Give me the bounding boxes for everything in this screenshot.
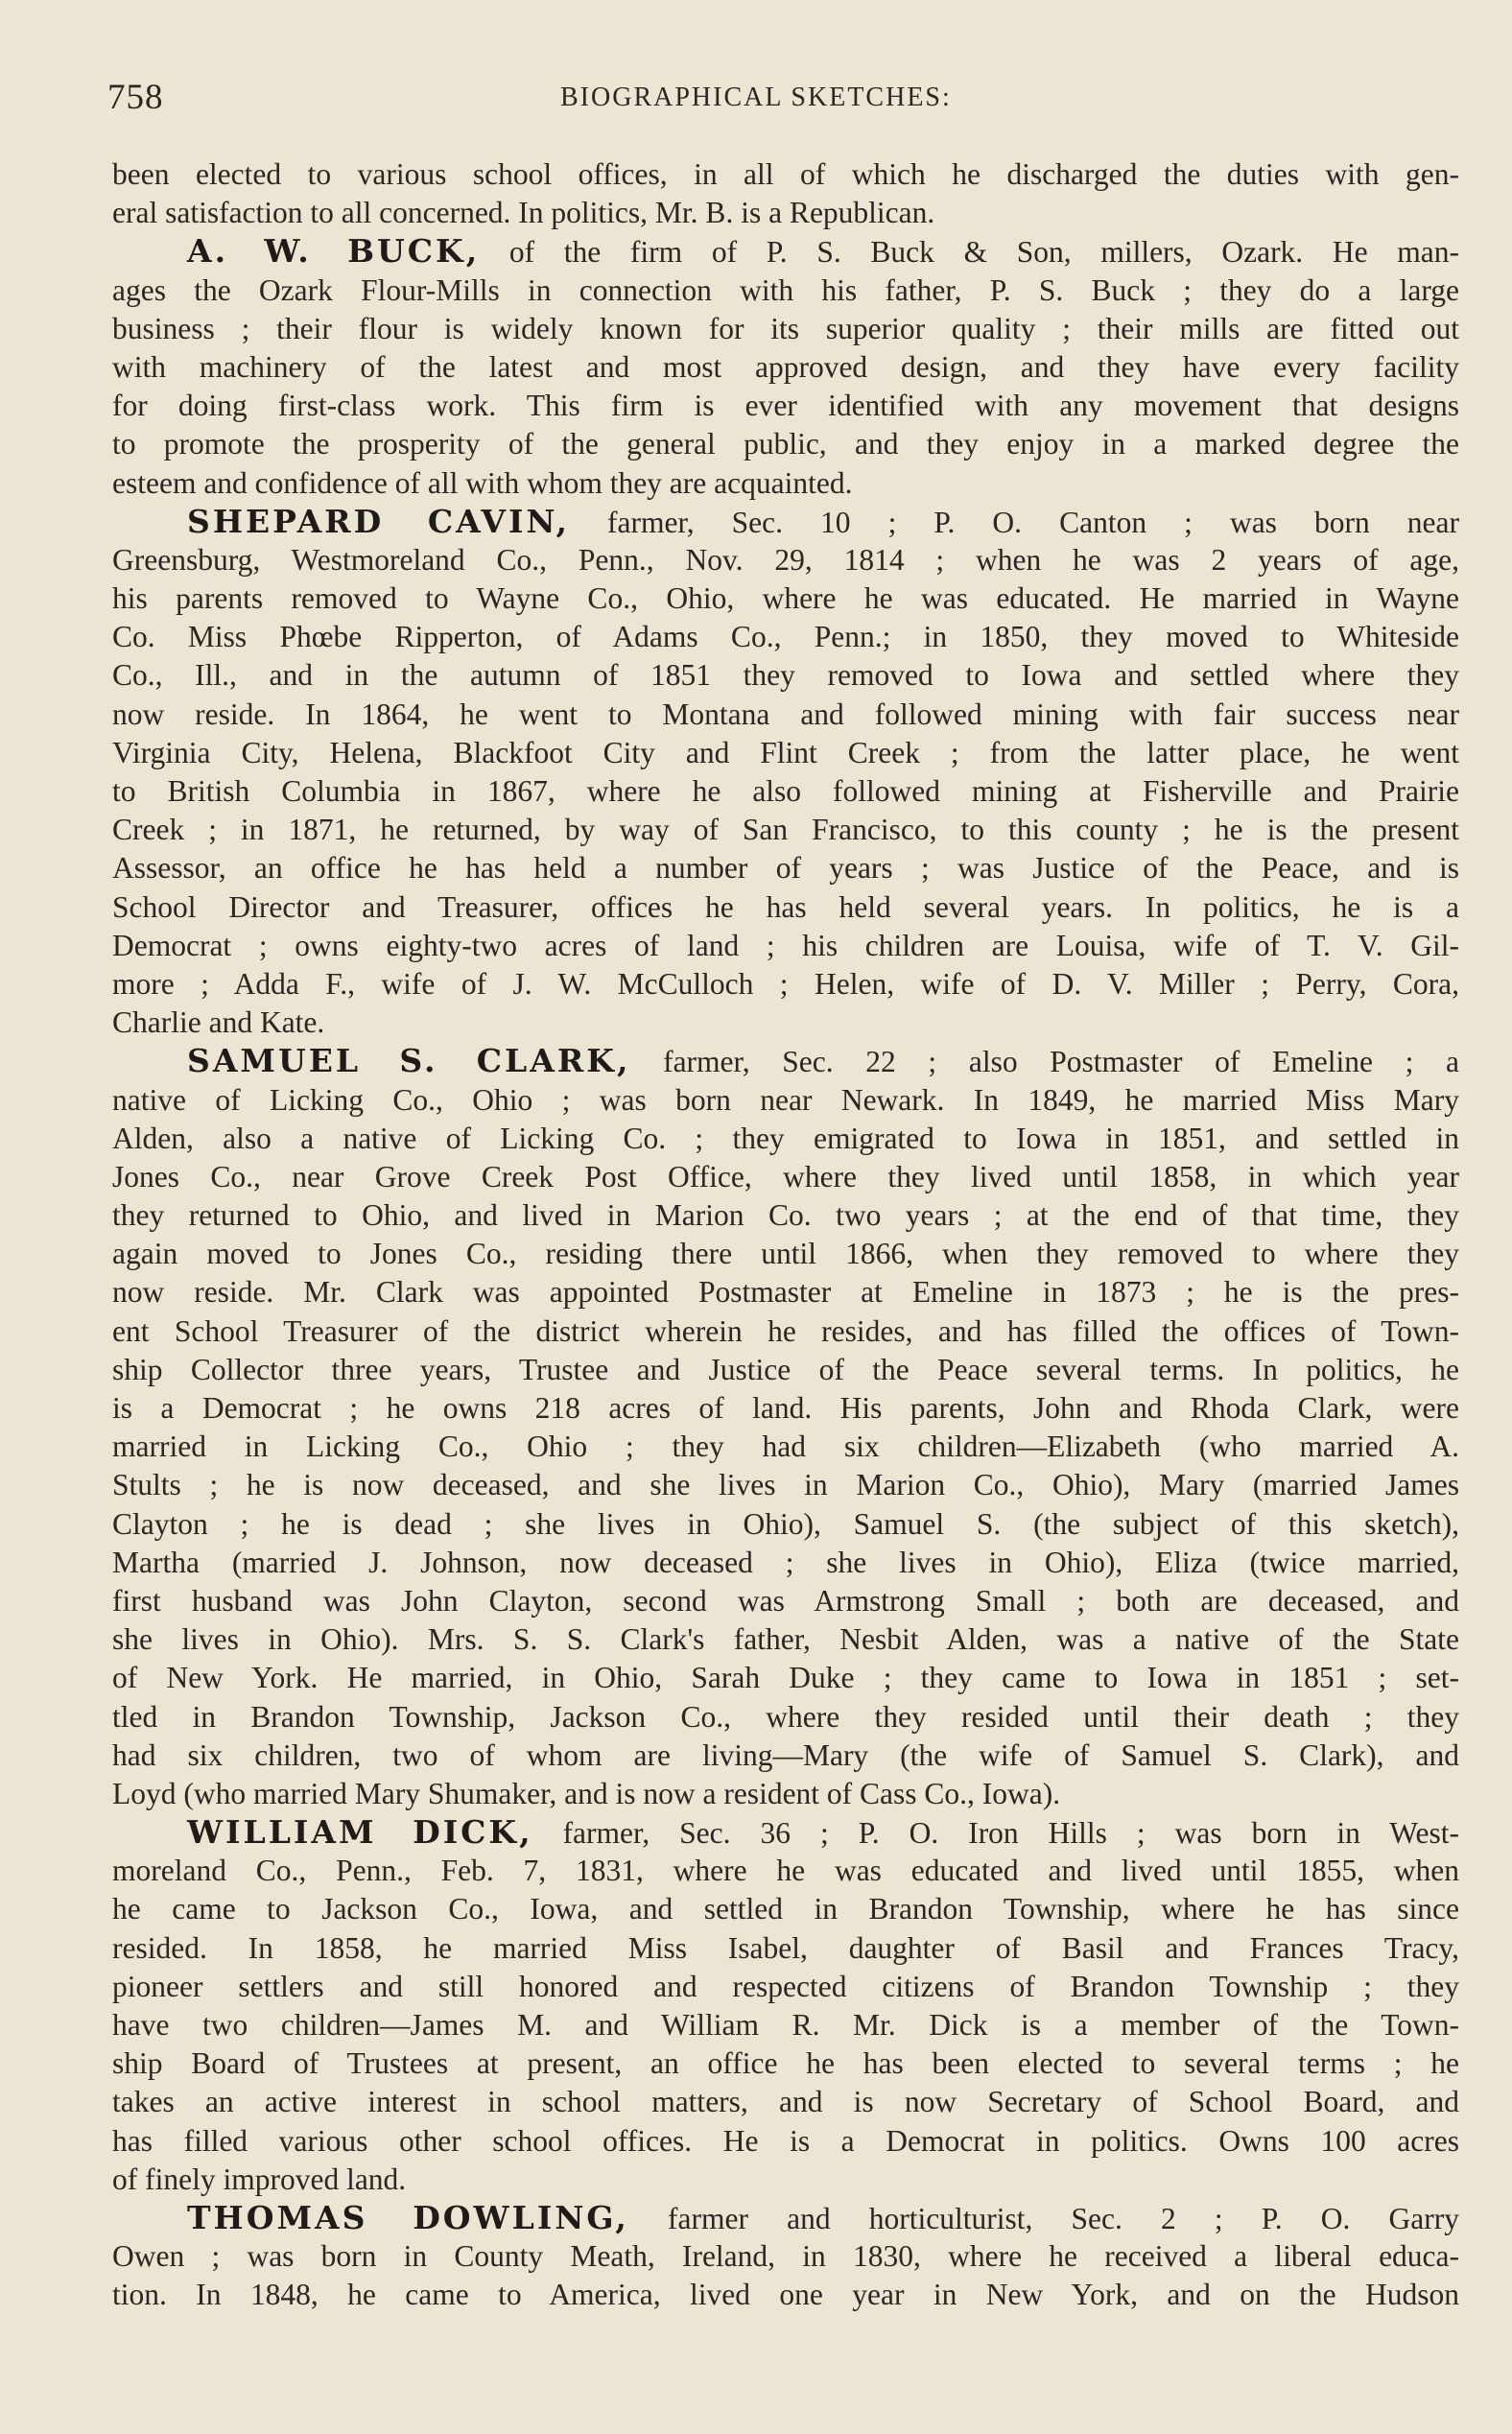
line-text: farmer and horticulturist, Sec. 2 ; P. O. Garry bbox=[628, 2201, 1459, 2235]
text-line bbox=[112, 1929, 1459, 1968]
line-text: resided. In 1858, he married Miss Isabel, daughter of Basil and Frances Tracy, bbox=[112, 1930, 1459, 1965]
line-text: have two children—James M. and William R. Mr. Dick is a member of the Town- bbox=[112, 2008, 1459, 2042]
text-line bbox=[112, 849, 1459, 887]
line-text: of finely improved land. bbox=[112, 2162, 407, 2196]
line-text: Stults ; he is now deceased, and she lives in Marion Co., Ohio), Mary (married James bbox=[112, 1468, 1459, 1502]
text-line bbox=[112, 2199, 1459, 2237]
line-text: pioneer settlers and still honored and respected citizens of Brandon Township ; they bbox=[112, 1969, 1459, 2003]
text-line bbox=[112, 2006, 1459, 2044]
line-text: had six children, two of whom are living—Mary (the wife of Samuel S. Clark), and bbox=[112, 1737, 1459, 1772]
text-line bbox=[112, 1582, 1459, 1620]
text-line bbox=[112, 1273, 1459, 1312]
page-header bbox=[107, 77, 1460, 125]
line-text: has filled various other school offices. He is a Democrat in politics. Owns 100 acres bbox=[112, 2123, 1459, 2158]
text-line bbox=[112, 965, 1459, 1004]
text-line bbox=[112, 1968, 1459, 2006]
text-line bbox=[112, 2044, 1459, 2083]
line-text: Assessor, an office he has held a number of years ; was Justice of the Peace, and is bbox=[112, 851, 1459, 886]
text-line bbox=[112, 734, 1459, 772]
line-text: business ; their flour is widely known for its superior quality ; their mills are fitted out bbox=[112, 311, 1459, 345]
line-text: farmer, Sec. 36 ; P. O. Iron Hills ; was born in West- bbox=[532, 1816, 1460, 1851]
running-head: BIOGRAPHICAL SKETCHES: bbox=[560, 83, 952, 112]
line-text: Martha (married J. Johnson, now deceased ; she lives in Ohio), Eliza (twice married, bbox=[112, 1545, 1459, 1579]
line-text: ent School Treasurer of the district wherein he resides, and has filled the offices of Town- bbox=[112, 1313, 1459, 1348]
text-line bbox=[112, 1620, 1459, 1659]
text-line bbox=[112, 2083, 1459, 2121]
line-text: his parents removed to Wayne Co., Ohio, where he was educated. He married in Wayne bbox=[112, 581, 1459, 616]
text-line bbox=[112, 1081, 1459, 1120]
text-line bbox=[112, 1042, 1459, 1080]
text-line bbox=[112, 696, 1459, 734]
line-text: to promote the prosperity of the general public, and they enjoy in a marked degree the bbox=[112, 427, 1459, 461]
text-line bbox=[112, 927, 1459, 965]
line-text: they returned to Ohio, and lived in Marion Co. two years ; at the end of that time, they bbox=[112, 1198, 1459, 1233]
line-text: Co., Ill., and in the autumn of 1851 they removed to Iowa and settled where they bbox=[112, 658, 1459, 693]
text-line bbox=[112, 425, 1459, 463]
line-text: Clayton ; he is dead ; she lives in Ohio), Samuel S. (the subject of this sketch), bbox=[112, 1506, 1459, 1541]
text-line bbox=[112, 811, 1459, 849]
entry-name: A. W. BUCK, bbox=[187, 232, 481, 271]
text-line bbox=[112, 1890, 1459, 1928]
line-text: Virginia City, Helena, Blackfoot City and Flint Creek ; from the latter place, he went bbox=[112, 735, 1459, 769]
line-text: tled in Brandon Township, Jackson Co., where they resided until their death ; they bbox=[112, 1699, 1459, 1734]
line-text: ship Collector three years, Trustee and Justice of the Peace several terms. In politics, he bbox=[112, 1352, 1459, 1386]
line-text: tion. In 1848, he came to America, lived one year in New York, and on the Hudson bbox=[112, 2278, 1459, 2312]
text-line bbox=[112, 1428, 1459, 1466]
text-line bbox=[112, 1505, 1459, 1544]
page-number: 758 bbox=[107, 78, 164, 117]
text-line bbox=[112, 387, 1459, 425]
line-text: for doing first-class work. This firm is ever identified with any movement that designs bbox=[112, 389, 1459, 423]
text-line bbox=[112, 1120, 1459, 1158]
text-line bbox=[112, 1351, 1459, 1389]
text-line bbox=[112, 1852, 1459, 1890]
line-text: Alden, also a native of Licking Co. ; they emigrated to Iowa in 1851, and settled in bbox=[112, 1121, 1459, 1155]
line-text: moreland Co., Penn., Feb. 7, 1831, where he was educated and lived until 1855, when bbox=[112, 1854, 1459, 1888]
text-line bbox=[112, 1544, 1459, 1582]
line-text: Greensburg, Westmoreland Co., Penn., Nov. 29, 1814 ; when he was 2 years of age, bbox=[112, 542, 1459, 577]
text-line bbox=[112, 1389, 1459, 1428]
line-text: farmer, Sec. 10 ; P. O. Canton ; was born near bbox=[569, 505, 1459, 539]
line-text: farmer, Sec. 22 ; also Postmaster of Emeline ; a bbox=[630, 1045, 1459, 1079]
text-line bbox=[112, 541, 1459, 579]
body-text bbox=[112, 155, 1459, 2315]
line-text: he came to Jackson Co., Iowa, and settled in Brandon Township, where he has since bbox=[112, 1892, 1459, 1926]
text-line bbox=[112, 1158, 1459, 1196]
entry-name: SHEPARD CAVIN, bbox=[187, 502, 570, 540]
text-line bbox=[112, 272, 1459, 310]
line-text: School Director and Treasurer, offices he has held several years. In politics, he is a bbox=[112, 889, 1459, 924]
line-text: more ; Adda F., wife of J. W. McCulloch ; Helen, wife of D. V. Miller ; Perry, Cora, bbox=[112, 966, 1459, 1001]
text-line bbox=[112, 1698, 1459, 1737]
text-line bbox=[112, 1235, 1459, 1273]
line-text: first husband was John Clayton, second was Armstrong Small ; both are deceased, and bbox=[112, 1583, 1459, 1618]
text-line bbox=[112, 579, 1459, 618]
text-line bbox=[112, 656, 1459, 695]
line-text: ship Board of Trustees at present, an office he has been elected to several terms ; he bbox=[112, 2046, 1459, 2081]
line-text: Owen ; was born in County Meath, Ireland, in 1830, where he received a liberal educa- bbox=[112, 2239, 1459, 2274]
line-text: is a Democrat ; he owns 218 acres of land. His parents, John and Rhoda Clark, were bbox=[112, 1391, 1459, 1425]
line-text: Democrat ; owns eighty-two acres of land ; his children are Louisa, wife of T. V. Gil- bbox=[112, 928, 1459, 962]
line-text: takes an active interest in school matters, and is now Secretary of School Board, and bbox=[112, 2085, 1459, 2119]
text-line bbox=[112, 348, 1459, 387]
line-text: married in Licking Co., Ohio ; they had six children—Elizabeth (who married A. bbox=[112, 1430, 1459, 1464]
text-line bbox=[112, 1004, 1459, 1042]
text-line bbox=[112, 772, 1459, 811]
line-text: with machinery of the latest and most approved design, and they have every facility bbox=[112, 349, 1459, 384]
line-text: again moved to Jones Co., residing there until 1866, when they removed to where they bbox=[112, 1237, 1459, 1271]
entry-name: THOMAS DOWLING, bbox=[187, 2198, 629, 2236]
line-text: been elected to various school offices, in all of which he discharged the duties with gen- bbox=[112, 157, 1459, 191]
line-text: Co. Miss Phœbe Ripperton, of Adams Co., Penn.; in 1850, they moved to Whiteside bbox=[112, 620, 1459, 654]
text-line bbox=[112, 1813, 1459, 1852]
line-text: eral satisfaction to all concerned. In politics, Mr. B. is a Republican. bbox=[112, 196, 935, 230]
text-line bbox=[112, 618, 1459, 656]
line-text: she lives in Ohio). Mrs. S. S. Clark's father, Nesbit Alden, was a native of the State bbox=[112, 1622, 1459, 1657]
text-line bbox=[112, 2237, 1459, 2276]
line-text: ages the Ozark Flour-Mills in connection with his father, P. S. Buck ; they do a large bbox=[112, 272, 1459, 307]
line-text: of the firm of P. S. Buck & Son, millers, Ozark. He man- bbox=[480, 235, 1459, 270]
line-text: to British Columbia in 1867, where he also followed mining at Fisherville and Prairie bbox=[112, 774, 1459, 808]
text-line bbox=[112, 888, 1459, 927]
line-text: now reside. Mr. Clark was appointed Postmaster at Emeline in 1873 ; he is the pres- bbox=[112, 1275, 1459, 1310]
text-line bbox=[112, 2276, 1459, 2314]
text-line bbox=[112, 1196, 1459, 1235]
entry-name: SAMUEL S. CLARK, bbox=[187, 1042, 631, 1080]
text-line bbox=[112, 1312, 1459, 1351]
text-line bbox=[112, 1775, 1459, 1813]
text-line bbox=[112, 194, 1459, 232]
text-line bbox=[112, 1659, 1459, 1697]
line-text: Charlie and Kate. bbox=[112, 1005, 325, 1040]
text-line bbox=[112, 503, 1459, 541]
line-text: of New York. He married, in Ohio, Sarah Duke ; they came to Iowa in 1851 ; set- bbox=[112, 1661, 1459, 1695]
line-text: esteem and confidence of all with whom they are acquainted. bbox=[112, 465, 853, 500]
text-line bbox=[112, 1466, 1459, 1504]
text-line bbox=[112, 2161, 1459, 2199]
text-line bbox=[112, 155, 1459, 194]
text-line bbox=[112, 464, 1459, 503]
text-line bbox=[112, 2122, 1459, 2161]
entry-name: WILLIAM DICK, bbox=[187, 1813, 533, 1852]
line-text: now reside. In 1864, he went to Montana and followed mining with fair success near bbox=[112, 697, 1459, 731]
text-line bbox=[112, 232, 1459, 271]
line-text: Creek ; in 1871, he returned, by way of San Francisco, to this county ; he is the present bbox=[112, 813, 1459, 847]
text-line bbox=[112, 1737, 1459, 1775]
line-text: native of Licking Co., Ohio ; was born near Newark. In 1849, he married Miss Mary bbox=[112, 1082, 1459, 1117]
line-text: Jones Co., near Grove Creek Post Office, where they lived until 1858, in which year bbox=[112, 1159, 1459, 1193]
line-text: Loyd (who married Mary Shumaker, and is now a resident of Cass Co., Iowa). bbox=[112, 1776, 1061, 1810]
text-line bbox=[112, 310, 1459, 348]
